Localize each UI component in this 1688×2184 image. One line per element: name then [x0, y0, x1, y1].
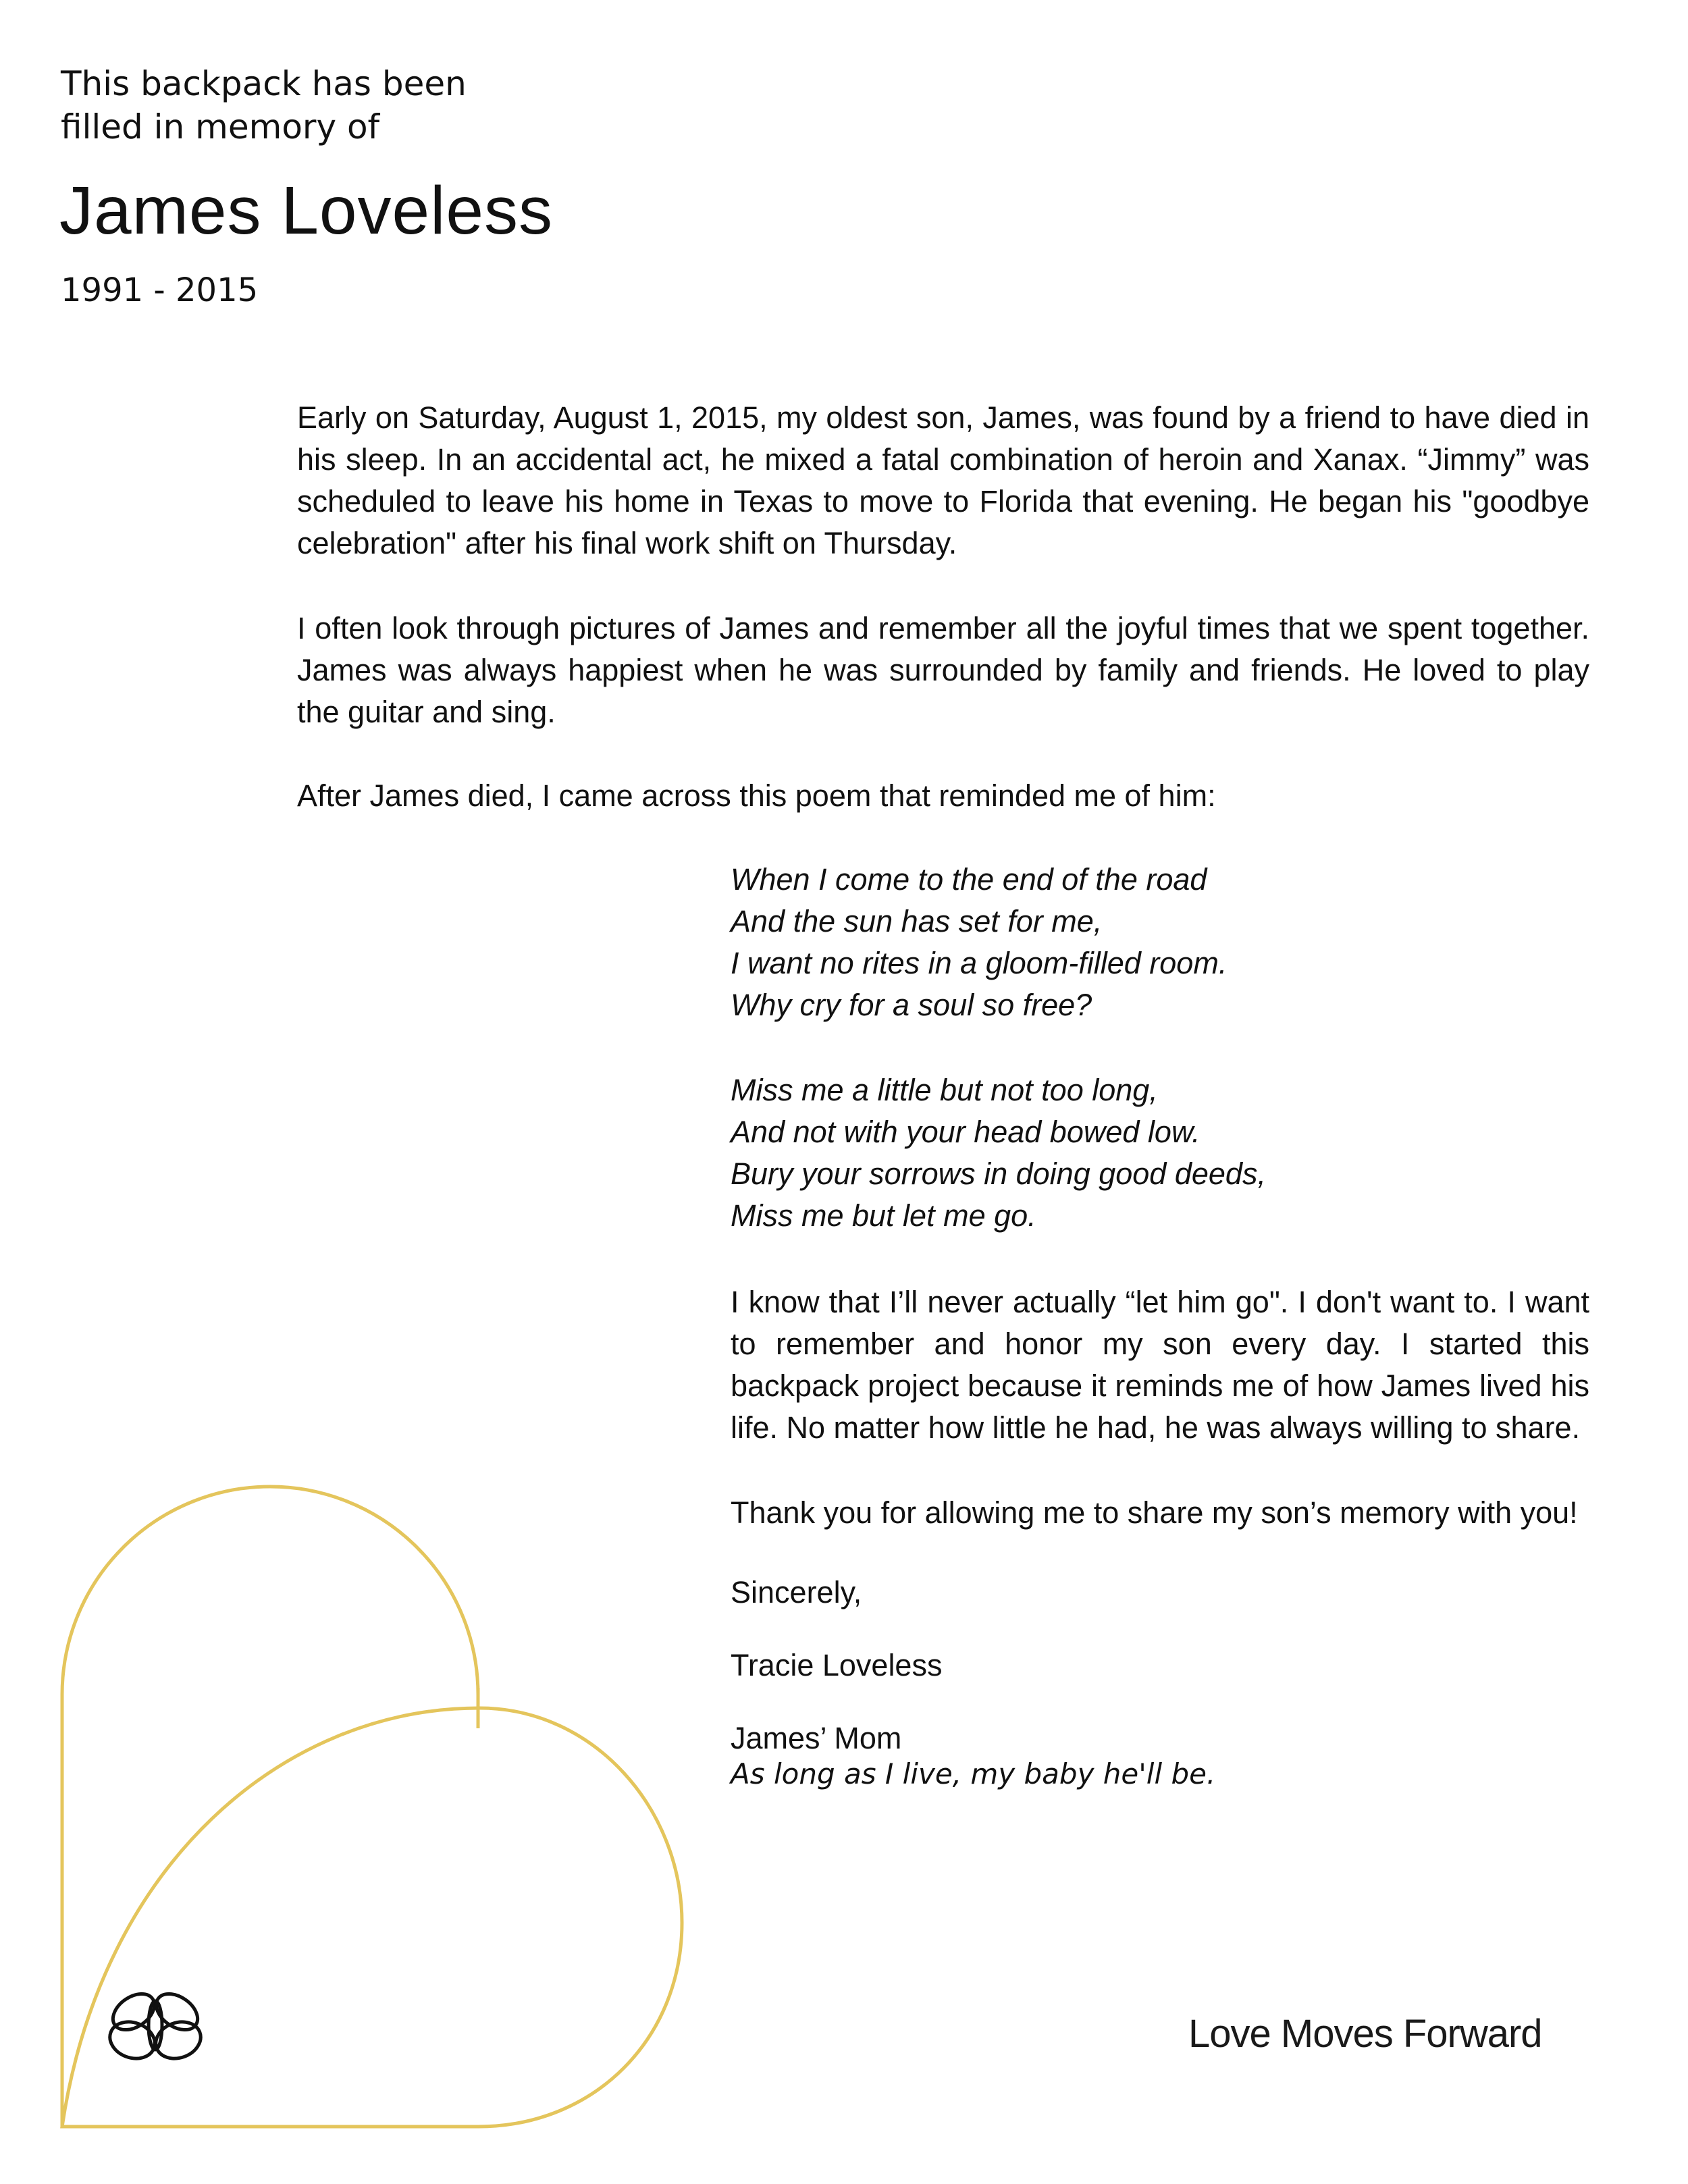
poem-line: Miss me but let me go.	[731, 1198, 1036, 1233]
poem-line: When I come to the end of the road	[731, 862, 1207, 897]
signer-motto: As long as I live, my baby he'll be.	[731, 1757, 1216, 1790]
signer-relation: James’ Mom	[731, 1721, 902, 1755]
sign-off: Sincerely,	[731, 1575, 862, 1609]
poem-line: Bury your sorrows in doing good deeds,	[731, 1156, 1266, 1191]
poem-line: And the sun has set for me,	[731, 904, 1103, 938]
intro-line-1: This backpack has been	[61, 64, 467, 103]
letter-paragraph-1: Early on Saturday, August 1, 2015, my oldest son, James, was found by a friend to have died in his sleep. In an accidental act, he mixed a fatal combination of heroin and Xanax. “Jimmy” was scheduled to leave his home in Texas to move to Florida that evening. He began his "goodbye celebration" after his final work shift on Thursday.	[297, 400, 1589, 560]
closing-paragraph-1: I know that I’ll never actually “let him go". I don't want to. I want to remember and honor my son every day. I started this backpack project because it reminds me of how James lived his life. No matter how little he had, he was always willing to share.	[731, 1285, 1589, 1445]
brand-name: Love Moves Forward	[1188, 2012, 1542, 2056]
poem-line: I want no rites in a gloom-filled room.	[731, 946, 1228, 980]
memorial-intro	[61, 62, 467, 149]
poem-line: Why cry for a soul so free?	[731, 988, 1092, 1022]
letter-paragraph-2: I often look through pictures of James and remember all the joyful times that we spent together. James was always happiest when he was surrounded by family and friends. He loved to play the guitar and sing.	[297, 611, 1589, 729]
poem-stanza-1	[731, 859, 1227, 1026]
closing-paragraph-2: Thank you for allowing me to share my son’s memory with you!	[731, 1495, 1578, 1530]
intro-line-2: filled in memory of	[61, 107, 380, 147]
poem-line: Miss me a little but not too long,	[731, 1073, 1158, 1107]
poem-line: And not with your head bowed low.	[731, 1115, 1201, 1149]
signer-name: Tracie Loveless	[731, 1648, 943, 1682]
memorial-years: 1991 - 2015	[61, 271, 259, 309]
butterfly-icon	[105, 1986, 206, 2065]
memorial-name: James Loveless	[59, 173, 553, 248]
poem-stanza-2	[731, 1069, 1266, 1237]
letter-paragraph-3: After James died, I came across this poem that reminded me of him:	[297, 778, 1216, 813]
